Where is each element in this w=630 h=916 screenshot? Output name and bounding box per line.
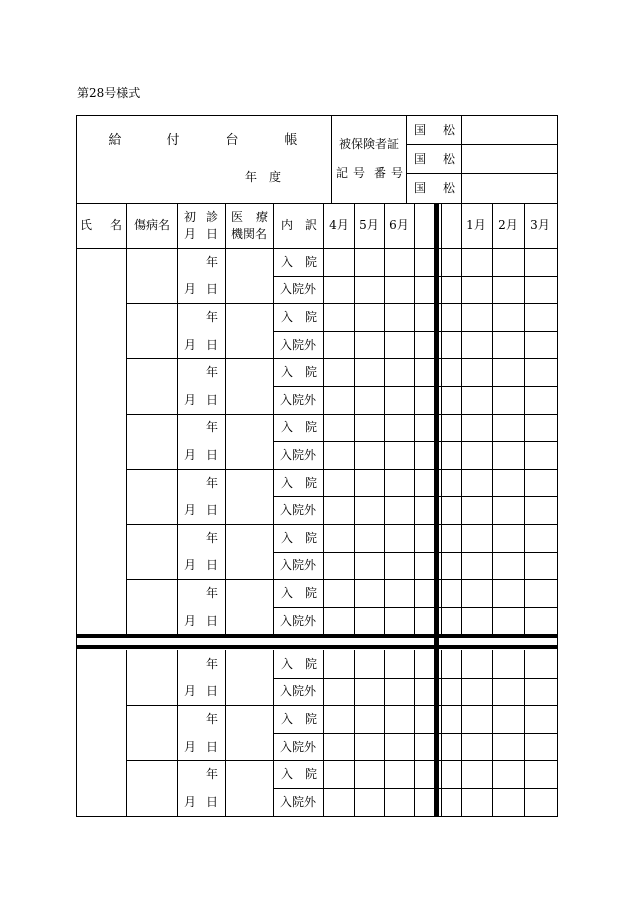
row-line [273, 733, 557, 734]
right-border [557, 115, 558, 817]
header-col-line [524, 203, 525, 248]
row-month: 月 [183, 282, 197, 297]
col-first-visit: 月 [183, 227, 197, 241]
col-first-visit: 診 [205, 210, 219, 224]
row-outpatient: 入院外 [279, 613, 317, 628]
kokumatsu-a: 国 [413, 152, 427, 166]
section2-col-line [177, 650, 178, 816]
row-inpatient: 院 [304, 310, 318, 324]
group-line [126, 524, 557, 525]
col-name-char: 名 [109, 218, 123, 232]
row-line [273, 496, 557, 497]
insurance-cert-label: 被保険者証 [338, 137, 400, 151]
header-col-line [273, 203, 274, 248]
header-col-line [492, 203, 493, 248]
col-disease: 傷病名 [133, 218, 171, 232]
section1-col-line [177, 248, 178, 634]
row-day: 日 [205, 794, 219, 809]
kokumatsu-b: 松 [442, 181, 456, 195]
row-inpatient: 院 [304, 767, 318, 782]
row-month: 月 [183, 337, 197, 352]
row-inpatient: 入 [280, 712, 294, 726]
row-inpatient: 入 [280, 310, 294, 324]
row-inpatient: 入 [280, 530, 294, 545]
row-day: 日 [205, 503, 219, 518]
month-header: 2月 [498, 218, 518, 232]
row-outpatient: 入院外 [279, 739, 317, 754]
header-divider [406, 115, 407, 203]
row-outpatient: 入院外 [279, 448, 317, 462]
row-year: 年 [205, 254, 219, 269]
year-label-char: 度 [268, 170, 282, 184]
row-inpatient: 院 [304, 656, 318, 671]
insurance-number-char: 番 [373, 166, 387, 180]
row-inpatient: 入 [280, 420, 294, 435]
col-first-visit: 初 [183, 210, 197, 224]
header-col-line [461, 203, 462, 248]
row-year: 年 [205, 420, 219, 435]
thick-separator [434, 203, 439, 816]
row-month: 月 [183, 558, 197, 573]
row-month: 月 [183, 613, 197, 628]
section1-col-line [225, 248, 226, 634]
year-label-char: 年 [244, 170, 258, 184]
row-line [273, 678, 557, 679]
row-outpatient: 入院外 [279, 503, 317, 518]
row-line [273, 788, 557, 789]
row-day: 日 [205, 392, 219, 407]
row-month: 月 [183, 503, 197, 518]
header-col-line [384, 203, 385, 248]
row-year: 年 [205, 475, 219, 490]
month-header: 1月 [466, 218, 486, 232]
row-month: 月 [183, 684, 197, 699]
row-line [273, 386, 557, 387]
row-line [273, 607, 557, 608]
row-inpatient: 入 [280, 475, 294, 490]
col-name-char: 氏 [79, 218, 93, 232]
header-col-line [414, 203, 415, 248]
row-line [273, 276, 557, 277]
header-col-line [441, 203, 442, 248]
group-line [126, 358, 557, 359]
row-year: 年 [205, 530, 219, 545]
header-col-line [225, 203, 226, 248]
row-day: 日 [205, 613, 219, 628]
row-inpatient: 入 [280, 656, 294, 671]
col-breakdown: 内 [280, 218, 294, 232]
row-inpatient: 入 [280, 365, 294, 380]
row-inpatient: 入 [280, 254, 294, 269]
row-day: 日 [205, 337, 219, 352]
row-outpatient: 入院外 [279, 282, 317, 297]
row-month: 月 [183, 392, 197, 407]
row-outpatient: 入院外 [279, 794, 317, 809]
section1-col-line [126, 248, 127, 634]
section2-col-line [225, 650, 226, 816]
month-header: 4月 [329, 218, 349, 232]
kokumatsu-a: 国 [413, 123, 427, 137]
row-outpatient: 入院外 [279, 558, 317, 573]
bottom-border [76, 816, 558, 817]
row-inpatient: 入 [280, 586, 294, 600]
kokumatsu-b: 松 [442, 152, 456, 166]
header-divider [461, 115, 462, 203]
title-char: 帳 [284, 133, 298, 148]
month-header: 5月 [359, 218, 379, 232]
col-institution: 医 [230, 210, 244, 224]
header-top-border [76, 115, 558, 116]
row-inpatient: 院 [304, 420, 318, 435]
row-inpatient: 院 [304, 365, 318, 380]
row-outpatient: 入院外 [279, 684, 317, 699]
row-inpatient: 入 [280, 767, 294, 782]
header-col-line [177, 203, 178, 248]
insurance-number-char: 号 [390, 166, 404, 180]
header-col-line [323, 203, 324, 248]
title-char: 付 [166, 133, 180, 148]
row-day: 日 [205, 558, 219, 573]
row-year: 年 [205, 310, 219, 324]
header-bottom-border [76, 203, 558, 204]
col-first-visit: 日 [205, 227, 219, 241]
row-line [273, 331, 557, 332]
row-inpatient: 院 [304, 475, 318, 490]
month-header: 6月 [389, 218, 409, 232]
row-day: 日 [205, 739, 219, 754]
row-year: 年 [205, 767, 219, 782]
column-header-bottom [76, 248, 558, 249]
kokumatsu-row-line [406, 144, 557, 145]
group-line [126, 579, 557, 580]
row-day: 日 [205, 448, 219, 462]
left-border [76, 115, 77, 817]
title-char: 台 [225, 133, 239, 148]
group-line [126, 469, 557, 470]
row-year: 年 [205, 586, 219, 600]
section-break-top [76, 634, 558, 638]
group-line [126, 303, 557, 304]
row-year: 年 [205, 365, 219, 380]
header-col-line [354, 203, 355, 248]
col-breakdown: 訳 [304, 218, 318, 232]
row-outpatient: 入院外 [279, 392, 317, 407]
row-day: 日 [205, 684, 219, 699]
row-inpatient: 院 [304, 530, 318, 545]
row-inpatient: 院 [304, 712, 318, 726]
insurance-number-char: 号 [352, 166, 366, 180]
header-col-line [126, 203, 127, 248]
kokumatsu-row-line [406, 173, 557, 174]
section2-col-line [126, 650, 127, 816]
row-outpatient: 入院外 [279, 337, 317, 352]
group-line [126, 760, 557, 761]
kokumatsu-b: 松 [442, 123, 456, 137]
col-institution: 機関名 [230, 227, 268, 241]
header-divider [331, 115, 332, 203]
row-year: 年 [205, 656, 219, 671]
row-month: 月 [183, 448, 197, 462]
group-line [126, 705, 557, 706]
month-header: 3月 [530, 218, 550, 232]
col-institution: 療 [255, 210, 269, 224]
kokumatsu-a: 国 [413, 181, 427, 195]
row-inpatient: 院 [304, 586, 318, 600]
insurance-number-char: 記 [335, 166, 349, 180]
form-label: 第28号様式 [77, 86, 141, 100]
row-line [273, 552, 557, 553]
group-line [126, 414, 557, 415]
row-inpatient: 院 [304, 254, 318, 269]
section-break-bottom [76, 645, 558, 649]
title-char: 給 [108, 133, 122, 148]
row-year: 年 [205, 712, 219, 726]
row-month: 月 [183, 794, 197, 809]
row-line [273, 441, 557, 442]
row-month: 月 [183, 739, 197, 754]
row-day: 日 [205, 282, 219, 297]
